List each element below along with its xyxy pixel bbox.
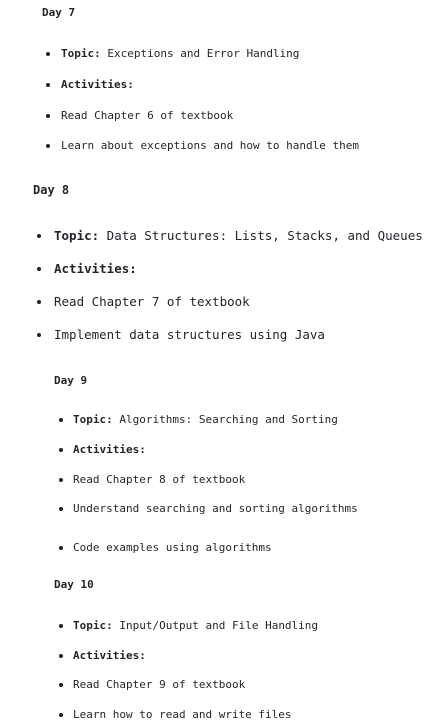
topic-label: Topic: (73, 413, 113, 426)
bullet-icon (59, 418, 63, 422)
activities-label: Activities: (61, 78, 134, 91)
bullet-icon (37, 300, 41, 304)
list-item-topic (54, 228, 423, 243)
list-item-activities (73, 649, 146, 662)
bullet-icon (37, 234, 41, 238)
topic-text: Data Structures: Lists, Stacks, and Queues (99, 228, 423, 243)
list-item-activities (73, 443, 146, 456)
topic-label: Topic: (54, 228, 100, 243)
bullet-icon (59, 624, 63, 628)
day-title: Day 8 (33, 183, 70, 197)
bullet-icon (59, 546, 63, 550)
topic-text: Input/Output and File Handling (112, 619, 319, 632)
bullet-icon (59, 713, 63, 717)
bullet-icon (59, 507, 63, 511)
day-title: Day 9 (54, 374, 88, 387)
bullet-icon (59, 448, 63, 452)
activities-label: Activities: (73, 649, 146, 662)
bullet-icon (46, 52, 50, 56)
topic-text: Exceptions and Error Handling (100, 47, 300, 60)
list-item-topic (61, 47, 299, 60)
day-title: Day 7 (42, 6, 76, 19)
bullet-icon (37, 333, 41, 337)
topic-text: Algorithms: Searching and Sorting (112, 413, 338, 426)
list-item: Learn how to read and write files (73, 708, 292, 721)
bullet-icon (59, 683, 63, 687)
list-item: Read Chapter 8 of textbook (73, 473, 246, 486)
list-item: Code examples using algorithms (73, 541, 272, 554)
list-item-topic (73, 413, 338, 426)
list-item: Read Chapter 9 of textbook (73, 678, 246, 691)
bullet-icon (59, 654, 63, 658)
bullet-icon (46, 83, 50, 87)
bullet-icon (59, 478, 63, 482)
list-item-activities (54, 261, 137, 276)
topic-label: Topic: (61, 47, 101, 60)
list-item-activities (61, 78, 134, 91)
list-item: Learn about exceptions and how to handle them (61, 139, 360, 152)
bullet-icon (46, 144, 50, 148)
topic-label: Topic: (73, 619, 113, 632)
activities-label: Activities: (54, 261, 137, 276)
bullet-icon (37, 267, 41, 271)
activities-label: Activities: (73, 443, 146, 456)
list-item: Read Chapter 6 of textbook (61, 109, 234, 122)
day-title: Day 10 (54, 578, 94, 591)
list-item: Implement data structures using Java (54, 327, 325, 342)
list-item-topic (73, 619, 318, 632)
bullet-icon (46, 114, 50, 118)
list-item: Understand searching and sorting algorithms (73, 502, 358, 515)
list-item: Read Chapter 7 of textbook (54, 294, 250, 309)
